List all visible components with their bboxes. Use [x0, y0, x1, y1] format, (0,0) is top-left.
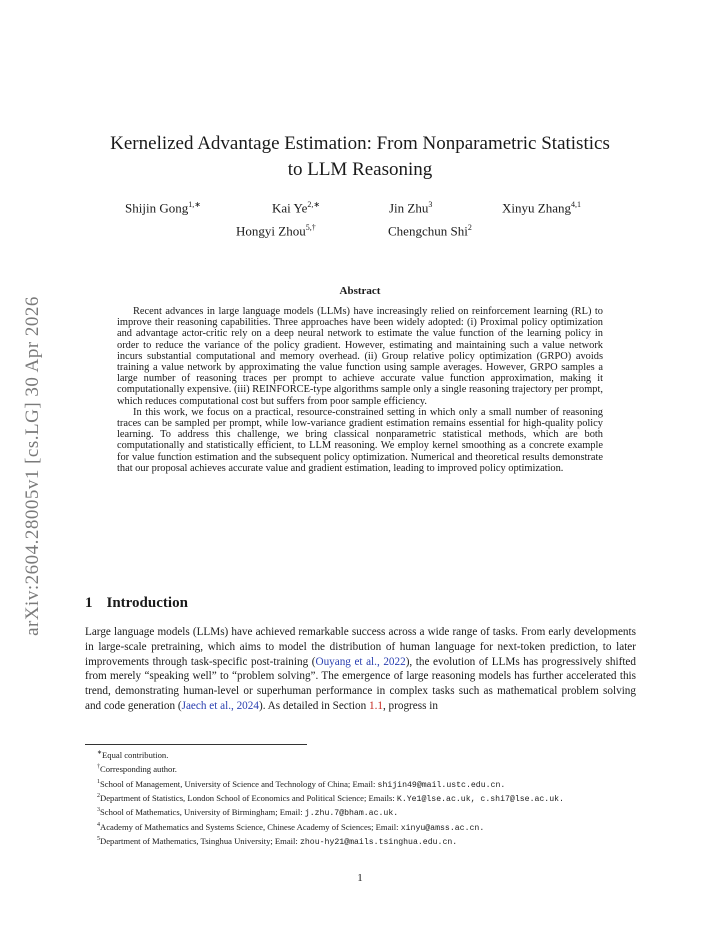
author-name: Hongyi Zhou	[236, 223, 306, 239]
footnote-text: School of Management, University of Science and Technology of China; Email:	[100, 778, 378, 789]
footnote-text: School of Mathematics, University of Birmingham; Email:	[100, 807, 305, 818]
citation-link[interactable]: Ouyang et al., 2022	[315, 655, 406, 668]
section-reference-link[interactable]: 1.1	[368, 699, 383, 712]
footnote-email: xinyu@amss.ac.cn.	[400, 823, 485, 833]
author-affiliation-mark: 4,1	[570, 200, 581, 209]
author-name: Kai Ye	[272, 200, 308, 216]
footnote	[85, 805, 636, 819]
citation-link[interactable]: Jaech et al., 2024	[181, 699, 259, 712]
arxiv-identifier: arXiv:2604.28005v1 [cs.LG] 30 Apr 2026	[22, 296, 43, 636]
author-affiliation-mark: 5,†	[305, 223, 316, 232]
footnote-mark: 1	[97, 778, 100, 785]
abstract-body	[117, 306, 603, 474]
author	[389, 200, 432, 216]
footnote-text: Department of Mathematics, Tsinghua University; Email:	[100, 836, 300, 847]
author-affiliation-mark: 3	[428, 200, 433, 209]
footnote-mark: †	[97, 764, 100, 771]
author-name: Xinyu Zhang	[502, 200, 571, 216]
footnote-email: zhou-hy21@mails.tsinghua.edu.cn.	[299, 838, 458, 848]
title-line-1: Kernelized Advantage Estimation: From Nonparametric Statistics	[110, 133, 610, 154]
paper-title	[80, 131, 640, 183]
footnote	[85, 834, 636, 848]
footnote-text: Academy of Mathematics and Systems Science, Chinese Academy of Sciences; Email:	[100, 821, 401, 832]
arxiv-sidebar-stamp	[22, 262, 44, 670]
footnote-mark: 5	[97, 836, 100, 843]
introduction-body	[85, 625, 636, 714]
intro-text: ), the evolution of LLMs has progressively shifted from merely “speaking well” to “problem solving”. The emergence of large reasoning models has further accelerated this trend, demonstrating human-level or superhuman performance in complex tasks such as mathematical problem solving and code generation (	[85, 655, 636, 712]
footnote-text: Equal contribution.	[102, 749, 169, 760]
author-affiliation-mark: 2	[467, 223, 472, 232]
author-name: Chengchun Shi	[388, 223, 468, 239]
footnote-email: j.zhu.7@bham.ac.uk.	[304, 809, 399, 819]
footnote-mark: 4	[97, 821, 100, 828]
author	[125, 200, 201, 216]
footnotes	[85, 748, 636, 849]
footnote-mark: ∗	[97, 750, 103, 756]
footnote-text: Corresponding author.	[100, 764, 177, 775]
footnote-text: Department of Statistics, London School of Economics and Political Science; Emails:	[100, 792, 397, 803]
footnote-mark: 2	[97, 793, 100, 800]
footnote	[85, 777, 636, 791]
author-affiliation-mark: 2,∗	[307, 200, 321, 209]
author	[388, 223, 472, 239]
footnote	[85, 762, 636, 776]
footnote	[85, 820, 636, 834]
abstract-heading: Abstract	[339, 285, 381, 297]
footnote	[85, 791, 636, 805]
author	[236, 223, 316, 239]
footnote	[85, 748, 636, 762]
author	[502, 200, 581, 216]
section-number: 1	[85, 595, 93, 611]
footnote-email: K.Ye1@lse.ac.uk, c.shi7@lse.ac.uk.	[396, 794, 564, 804]
section-heading	[85, 595, 188, 612]
abstract-paragraph-1: Recent advances in large language models (LLMs) have increasingly relied on reinforcement learning (RL) to improve their reasoning capabilities. Three approaches have been widely adopted: (i) Proximal policy optimization and advantage actor-critic rely on a deep neural network to estimate the value function of the learning policy in order to reduce the variance of the policy gradient. However, estimating and maintaining such a value network incurs substantial computational and memory overhead. (ii) Group relative policy optimization (GRPO) avoids training a value network by approximating the value function using sample averages. However, GRPO samples a large number of reasoning traces per prompt to achieve accurate value function approximation, making it computationally expensive. (iii) REINFORCE-type algorithms sample only a single reasoning trajectory per prompt, which reduces computational cost but suffers from poor sample efficiency.	[117, 306, 603, 407]
author-name: Shijin Gong	[125, 200, 189, 216]
title-line-2: to LLM Reasoning	[287, 159, 433, 180]
author	[272, 200, 320, 216]
intro-text: , progress in	[382, 699, 438, 712]
footnote-divider	[85, 744, 307, 745]
intro-paragraph	[85, 625, 636, 714]
abstract-paragraph-2: In this work, we focus on a practical, resource-constrained setting in which only a small number of reasoning traces can be sampled per prompt, while low-variance gradient estimation remains essential for high-quality policy learning. To address this challenge, we bring classical nonparametric statistical methods, which are both computationally and statistically efficient, to LLM reasoning. We employ kernel smoothing as a concrete example for value function estimation and the subsequent policy optimization. Numerical and theoretical results demonstrate that our proposal achieves accurate value and gradient estimation, leading to improved policy optimization.	[117, 406, 603, 474]
intro-text: ). As detailed in Section	[258, 699, 369, 712]
footnote-mark: 3	[97, 807, 100, 814]
section-title: Introduction	[106, 595, 188, 611]
page-number: 1	[357, 872, 363, 884]
intro-text: Large language models (LLMs) have achieved remarkable success across a wide range of tasks. From early developments in large-scale pretraining, which aims to model the distribution of human language for next-token prediction, to later improvements through task-specific post-training (	[85, 626, 636, 668]
footnote-email: shijin49@mail.ustc.edu.cn.	[377, 780, 506, 790]
author-affiliation-mark: 1,∗	[188, 200, 201, 209]
author-name: Jin Zhu	[389, 200, 429, 216]
